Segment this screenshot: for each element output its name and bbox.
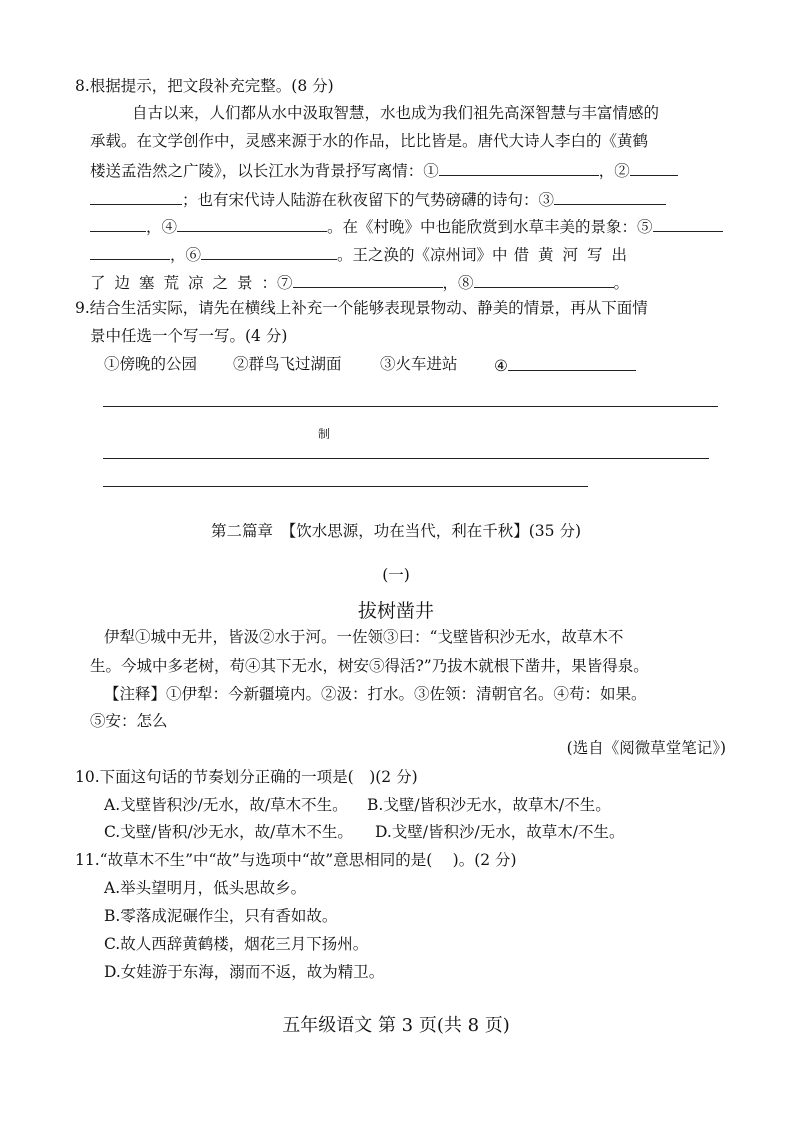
writing-line-2[interactable] — [103, 458, 709, 459]
writing-line-3[interactable] — [103, 486, 588, 487]
question-11-option-d: D.女娃游于东海，溺而不返，故为精卫。 — [104, 963, 385, 981]
annotation: ⑤安：怎么 — [90, 712, 168, 730]
question-9-option: ④ — [494, 354, 636, 376]
answer-blank-5-cont[interactable] — [90, 243, 170, 260]
answer-blank-2[interactable] — [630, 159, 678, 176]
answer-blank-6[interactable] — [201, 243, 337, 260]
answer-blank-9[interactable] — [508, 354, 636, 371]
part-number: (一) — [382, 566, 410, 584]
answer-blank-5[interactable] — [653, 215, 723, 232]
passage-text: 生。今城中多老树，苟④其下无水，树安⑤得活?”乃拔木就根下凿井，果皆得泉。 — [90, 657, 649, 675]
question-8-text: 自古以来，人们都从水中汲取智慧，水也成为我们祖先高深智慧与丰富情感的 — [132, 104, 660, 122]
source-citation: (选自《阅微草堂笔记》) — [566, 739, 726, 757]
answer-blank-4[interactable] — [177, 215, 327, 232]
question-11-title: 11.“故草木不生”中“故”与选项中“故”意思相同的是( )。(2 分) — [75, 851, 517, 869]
question-8-text: ，⑥ 。王之涣的《凉州词》中 借黄河写出 — [90, 243, 636, 265]
question-9-title: 景中任选一个写一写。(4 分) — [90, 327, 288, 345]
question-9-option: ③火车进站 — [380, 355, 458, 373]
stray-character: 制 — [318, 427, 331, 441]
question-10-option-a: A.戈壁皆积沙/无水，故/草木不生。 — [104, 796, 348, 814]
answer-blank-8[interactable] — [474, 271, 614, 288]
question-10-option-c: C.戈壁/皆积/沙无水，故/草木不生。 — [104, 823, 353, 841]
chapter-heading: 第二篇章 【饮水思源，功在当代，利在千秋】(35 分) — [211, 522, 581, 540]
question-9-option: ②群鸟飞过湖面 — [233, 355, 342, 373]
answer-blank-3-cont[interactable] — [90, 215, 146, 232]
question-8-text: ；也有宋代诗人陆游在秋夜留下的气势磅礴的诗句：③ — [90, 188, 666, 210]
question-11-option-b: B.零落成泥碾作尘，只有香如故。 — [104, 907, 338, 925]
passage-text: 伊犁①城中无井，皆汲②水于河。一佐领③曰：“戈壁皆积沙无水，故草木不 — [104, 628, 624, 646]
answer-blank-2-cont[interactable] — [90, 188, 182, 205]
question-10-title: 10.下面这句话的节奏划分正确的一项是( )(2 分) — [75, 768, 418, 786]
answer-blank-3[interactable] — [554, 188, 666, 205]
passage-title: 拔树凿井 — [357, 600, 434, 622]
writing-line-1[interactable] — [103, 406, 718, 407]
question-9-option: ①傍晚的公园 — [104, 355, 198, 373]
page-footer: 五年级语文 第 3 页(共 8 页) — [282, 1015, 510, 1036]
question-11-option-c: C.故人西辞黄鹤楼，烟花三月下扬州。 — [104, 935, 369, 953]
question-8-text: 承载。在文学创作中，灵感来源于水的作品，比比皆是。唐代大诗人李白的《黄鹤 — [90, 132, 649, 150]
question-8-text: ，④ 。在《村晚》中也能欣赏到水草丰美的景象：⑤ — [90, 215, 723, 237]
question-11-option-a: A.举头望明月，低头思故乡。 — [104, 879, 307, 897]
answer-blank-1[interactable] — [439, 159, 599, 176]
question-9-title: 9.结合生活实际，请先在横线上补充一个能够表现景物动、静美的情景，再从下面情 — [75, 299, 648, 317]
answer-blank-7[interactable] — [293, 271, 443, 288]
question-8-text: 了边塞荒凉之景：⑦ ，⑧ 。 — [90, 271, 629, 293]
question-10-option-b: B.戈壁/皆积沙无水，故草木/不生。 — [367, 796, 611, 814]
question-8-text: 楼送孟浩然之广陵》，以长江水为背景抒写离情：① ，② — [90, 159, 678, 181]
annotation: 【注释】①伊犁：今新疆境内。②汲：打水。③佐领：清朝官名。④苟：如果。 — [104, 685, 647, 703]
question-8-title: 8.根据提示，把文段补充完整。(8 分) — [75, 77, 334, 95]
question-10-option-d: D.戈壁/皆积沙/无水，故草木/不生。 — [375, 823, 625, 841]
